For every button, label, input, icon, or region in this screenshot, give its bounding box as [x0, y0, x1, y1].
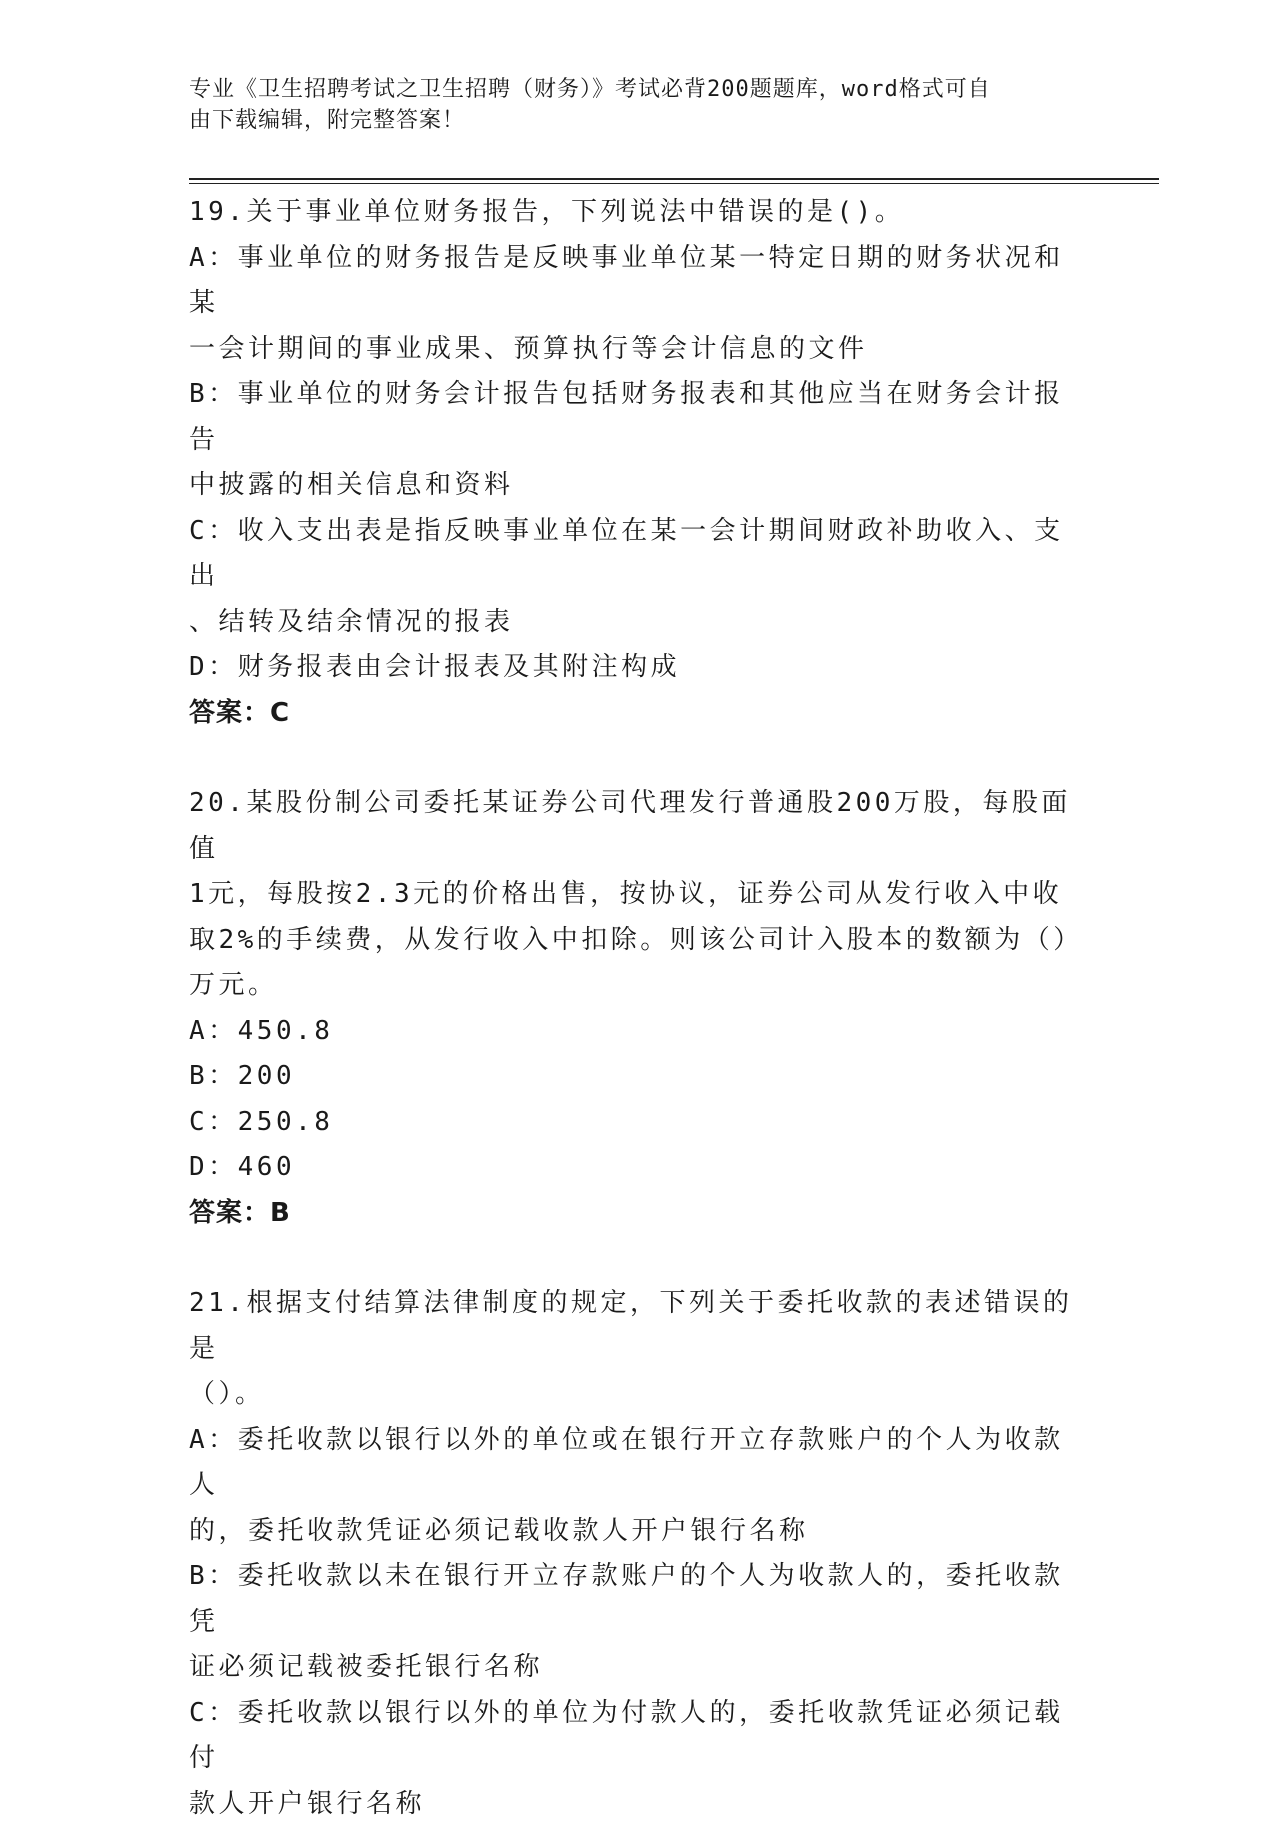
option-d: D：460 — [189, 1145, 1074, 1191]
option-a — [189, 1418, 1089, 1555]
question-stem: 19.关于事业单位财务报告，下列说法中错误的是()。 — [189, 190, 1074, 236]
option-line: 一会计期间的事业成果、预算执行等会计信息的文件 — [189, 327, 1074, 373]
option-line: B：委托收款以未在银行开立存款账户的个人为收款人的，委托收款凭 — [189, 1554, 1074, 1645]
option-c — [189, 1691, 1089, 1827]
question-list — [189, 190, 1089, 1827]
answer-label: 答案：C — [189, 691, 1089, 737]
question-20 — [189, 781, 1089, 1236]
option-line: D：财务报表由会计报表及其附注构成 — [189, 645, 1074, 691]
header-divider-thin — [189, 183, 1159, 184]
option-c — [189, 509, 1089, 646]
document-header — [189, 74, 1069, 136]
question-spacer — [189, 1236, 1089, 1281]
question-21 — [189, 1281, 1089, 1827]
option-line: 的，委托收款凭证必须记载收款人开户银行名称 — [189, 1509, 1074, 1555]
option-c: C：250.8 — [189, 1100, 1074, 1146]
question-stem-line: 20.某股份制公司委托某证券公司代理发行普通股200万股，每股面值 — [189, 781, 1074, 872]
option-b — [189, 372, 1089, 509]
option-line: A：事业单位的财务报告是反映事业单位某一特定日期的财务状况和某 — [189, 236, 1074, 327]
question-19 — [189, 190, 1089, 736]
question-spacer — [189, 736, 1089, 781]
option-line: 中披露的相关信息和资料 — [189, 463, 1074, 509]
question-stem-line: 取2%的手续费，从发行收入中扣除。则该公司计入股本的数额为（） — [189, 918, 1074, 964]
option-b — [189, 1554, 1089, 1691]
header-divider-thick — [189, 178, 1159, 180]
answer-label: 答案：B — [189, 1191, 1089, 1237]
option-line: C：收入支出表是指反映事业单位在某一会计期间财政补助收入、支出 — [189, 509, 1074, 600]
header-line-1: 专业《卫生招聘考试之卫生招聘（财务）》考试必背200题题库，word格式可自 — [189, 74, 1069, 105]
option-d — [189, 645, 1089, 691]
option-a — [189, 236, 1089, 373]
question-stem-line: 1元，每股按2.3元的价格出售，按协议，证券公司从发行收入中收 — [189, 872, 1074, 918]
option-b: B：200 — [189, 1054, 1074, 1100]
option-line: 款人开户银行名称 — [189, 1782, 1074, 1827]
option-line: 证必须记载被委托银行名称 — [189, 1645, 1074, 1691]
option-line: A：委托收款以银行以外的单位或在银行开立存款账户的个人为收款人 — [189, 1418, 1074, 1509]
option-a: A：450.8 — [189, 1009, 1074, 1055]
header-line-2: 由下载编辑，附完整答案！ — [189, 105, 1069, 136]
option-line: C：委托收款以银行以外的单位为付款人的，委托收款凭证必须记载付 — [189, 1691, 1074, 1782]
question-stem-line: 万元。 — [189, 963, 1074, 1009]
option-line: B：事业单位的财务会计报告包括财务报表和其他应当在财务会计报告 — [189, 372, 1074, 463]
question-stem-line: 21.根据支付结算法律制度的规定，下列关于委托收款的表述错误的是 — [189, 1281, 1074, 1372]
option-line: 、结转及结余情况的报表 — [189, 600, 1074, 646]
question-stem-line: （）。 — [189, 1372, 1074, 1418]
